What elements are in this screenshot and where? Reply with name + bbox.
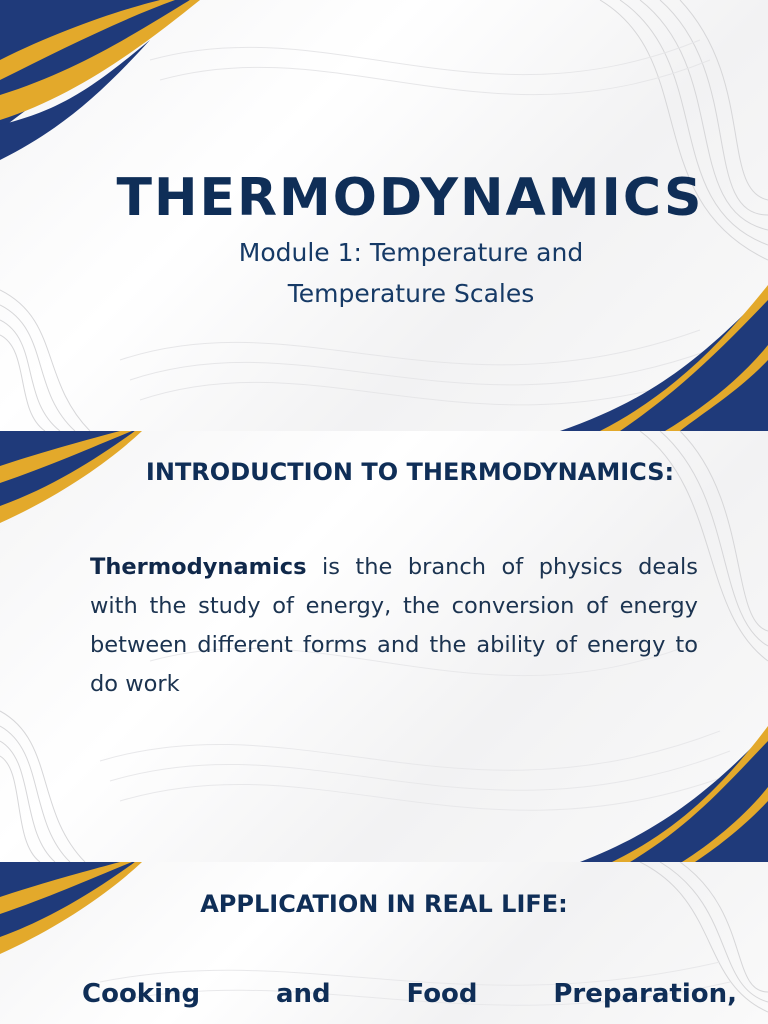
section-heading: APPLICATION IN REAL LIFE:	[200, 890, 568, 918]
intro-paragraph	[90, 548, 698, 704]
slide-title: THERMODYNAMICS	[116, 168, 704, 228]
introduction-slide	[0, 431, 768, 862]
paragraph-text: is the branch of physics deals with the study of energy, the conversion of energy between different forms and the ability of energy to do work	[90, 554, 698, 697]
section-heading: INTRODUCTION TO THERMODYNAMICS:	[145, 458, 675, 486]
slide-subtitle	[0, 232, 768, 314]
key-term: Thermodynamics	[90, 554, 307, 580]
application-slide	[0, 862, 768, 1024]
application-text: Cooking and Food Preparation,	[82, 979, 737, 1009]
subtitle-line-1: Module 1: Temperature and	[238, 238, 584, 267]
title-slide	[0, 0, 768, 431]
subtitle-line-2: Temperature Scales	[287, 279, 535, 308]
